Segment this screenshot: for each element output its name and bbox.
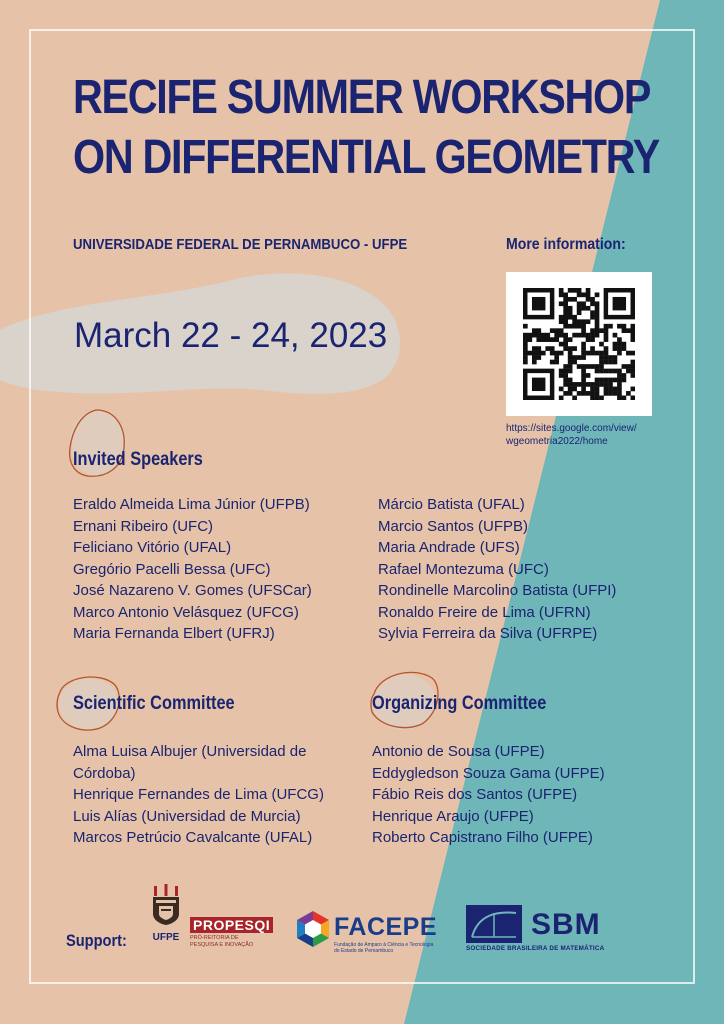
speaker-item: Rafael Montezuma (UFC) [378, 560, 549, 578]
committee-member: Eddygledson Souza Gama (UFPE) [372, 764, 605, 782]
workshop-url[interactable] [506, 422, 666, 448]
committee-member: Henrique Araujo (UFPE) [372, 807, 534, 825]
event-dates: March 22 - 24, 2023 [74, 316, 388, 355]
scientific-committee-heading: Scientific Committee [73, 693, 235, 714]
poster-title [73, 68, 659, 188]
url-line-2: wgeometria2022/home [506, 436, 608, 447]
speaker-item: José Nazareno V. Gomes (UFSCar) [73, 582, 312, 599]
qr-code-icon [523, 288, 635, 400]
facepe-logo [296, 910, 438, 954]
more-info-label: More information: [506, 236, 626, 253]
sbm-logo [466, 905, 605, 952]
ufpe-logo [146, 884, 186, 943]
title-line-1: RECIFE SUMMER WORKSHOP [73, 71, 651, 124]
speaker-item: Ronaldo Freire de Lima (UFRN) [378, 603, 591, 621]
committee-member: Fábio Reis dos Santos (UFPE) [372, 786, 578, 803]
committee-member: Antonio de Sousa (UFPE) [372, 743, 545, 760]
facepe-logo-name: FACEPE [334, 913, 438, 941]
sbm-square-icon [466, 905, 522, 943]
speaker-item: Marcio Santos (UFPB) [378, 517, 529, 535]
organizing-committee-list [372, 741, 605, 849]
organizing-committee-heading: Organizing Committee [372, 693, 547, 714]
committee-member: Roberto Capistrano Filho (UFPE) [372, 829, 593, 846]
institution-name: UNIVERSIDADE FEDERAL DE PERNAMBUCO - UFPE [73, 236, 408, 253]
committee-member: Henrique Fernandes de Lima (UFCG) [73, 786, 324, 803]
sbm-logo-name: SBM [531, 908, 601, 941]
committee-member: Marcos Petrúcio Cavalcante (UFAL) [73, 829, 313, 846]
title-line-2: ON DIFFERENTIAL GEOMETRY [73, 131, 659, 184]
speaker-item: Maria Fernanda Elbert (UFRJ) [73, 625, 275, 642]
speaker-item: Eraldo Almeida Lima Júnior (UFPB) [73, 496, 310, 513]
committee-member: Luis Alías (Universidad de Murcia) [73, 807, 301, 825]
propesqi-logo-desc: PRÓ-REITORIA DE PESQUISA E INOVAÇÃO [190, 935, 254, 948]
speaker-item: Maria Andrade (UFS) [378, 539, 520, 556]
speaker-item: Ernani Ribeiro (UFC) [73, 517, 214, 535]
sbm-logo-desc: SOCIEDADE BRASILEIRA DE MATEMÁTICA [466, 945, 605, 952]
speaker-item: Márcio Batista (UFAL) [378, 496, 525, 513]
ufpe-crest-icon [150, 884, 182, 926]
invited-speakers-right [378, 494, 616, 645]
scientific-committee-list [73, 741, 345, 849]
committee-member: Alma Luisa Albujer (Universidad de Córdoba) [73, 743, 307, 782]
propesqi-logo-name: PROPESQI [190, 917, 273, 933]
url-line-1: https://sites.google.com/view/ [506, 423, 637, 434]
facepe-hexagon-icon [296, 910, 330, 948]
speaker-item: Feliciano Vitório (UFAL) [73, 539, 232, 556]
speaker-item: Rondinelle Marcolino Batista (UFPI) [378, 582, 617, 599]
propesqi-logo [190, 917, 273, 949]
speaker-item: Marco Antonio Velásquez (UFCG) [73, 603, 299, 621]
invited-speakers-heading: Invited Speakers [73, 449, 203, 470]
ufpe-logo-text: UFPE [152, 932, 180, 943]
invited-speakers-left [73, 494, 312, 645]
support-label: Support: [66, 931, 127, 950]
speaker-item: Sylvia Ferreira da Silva (UFRPE) [378, 625, 598, 642]
facepe-logo-desc: Fundação de Amparo à Ciência e Tecnologia do Estado de Pernambuco [334, 942, 434, 954]
speaker-item: Gregório Pacelli Bessa (UFC) [73, 560, 271, 578]
qr-code[interactable] [506, 272, 652, 416]
